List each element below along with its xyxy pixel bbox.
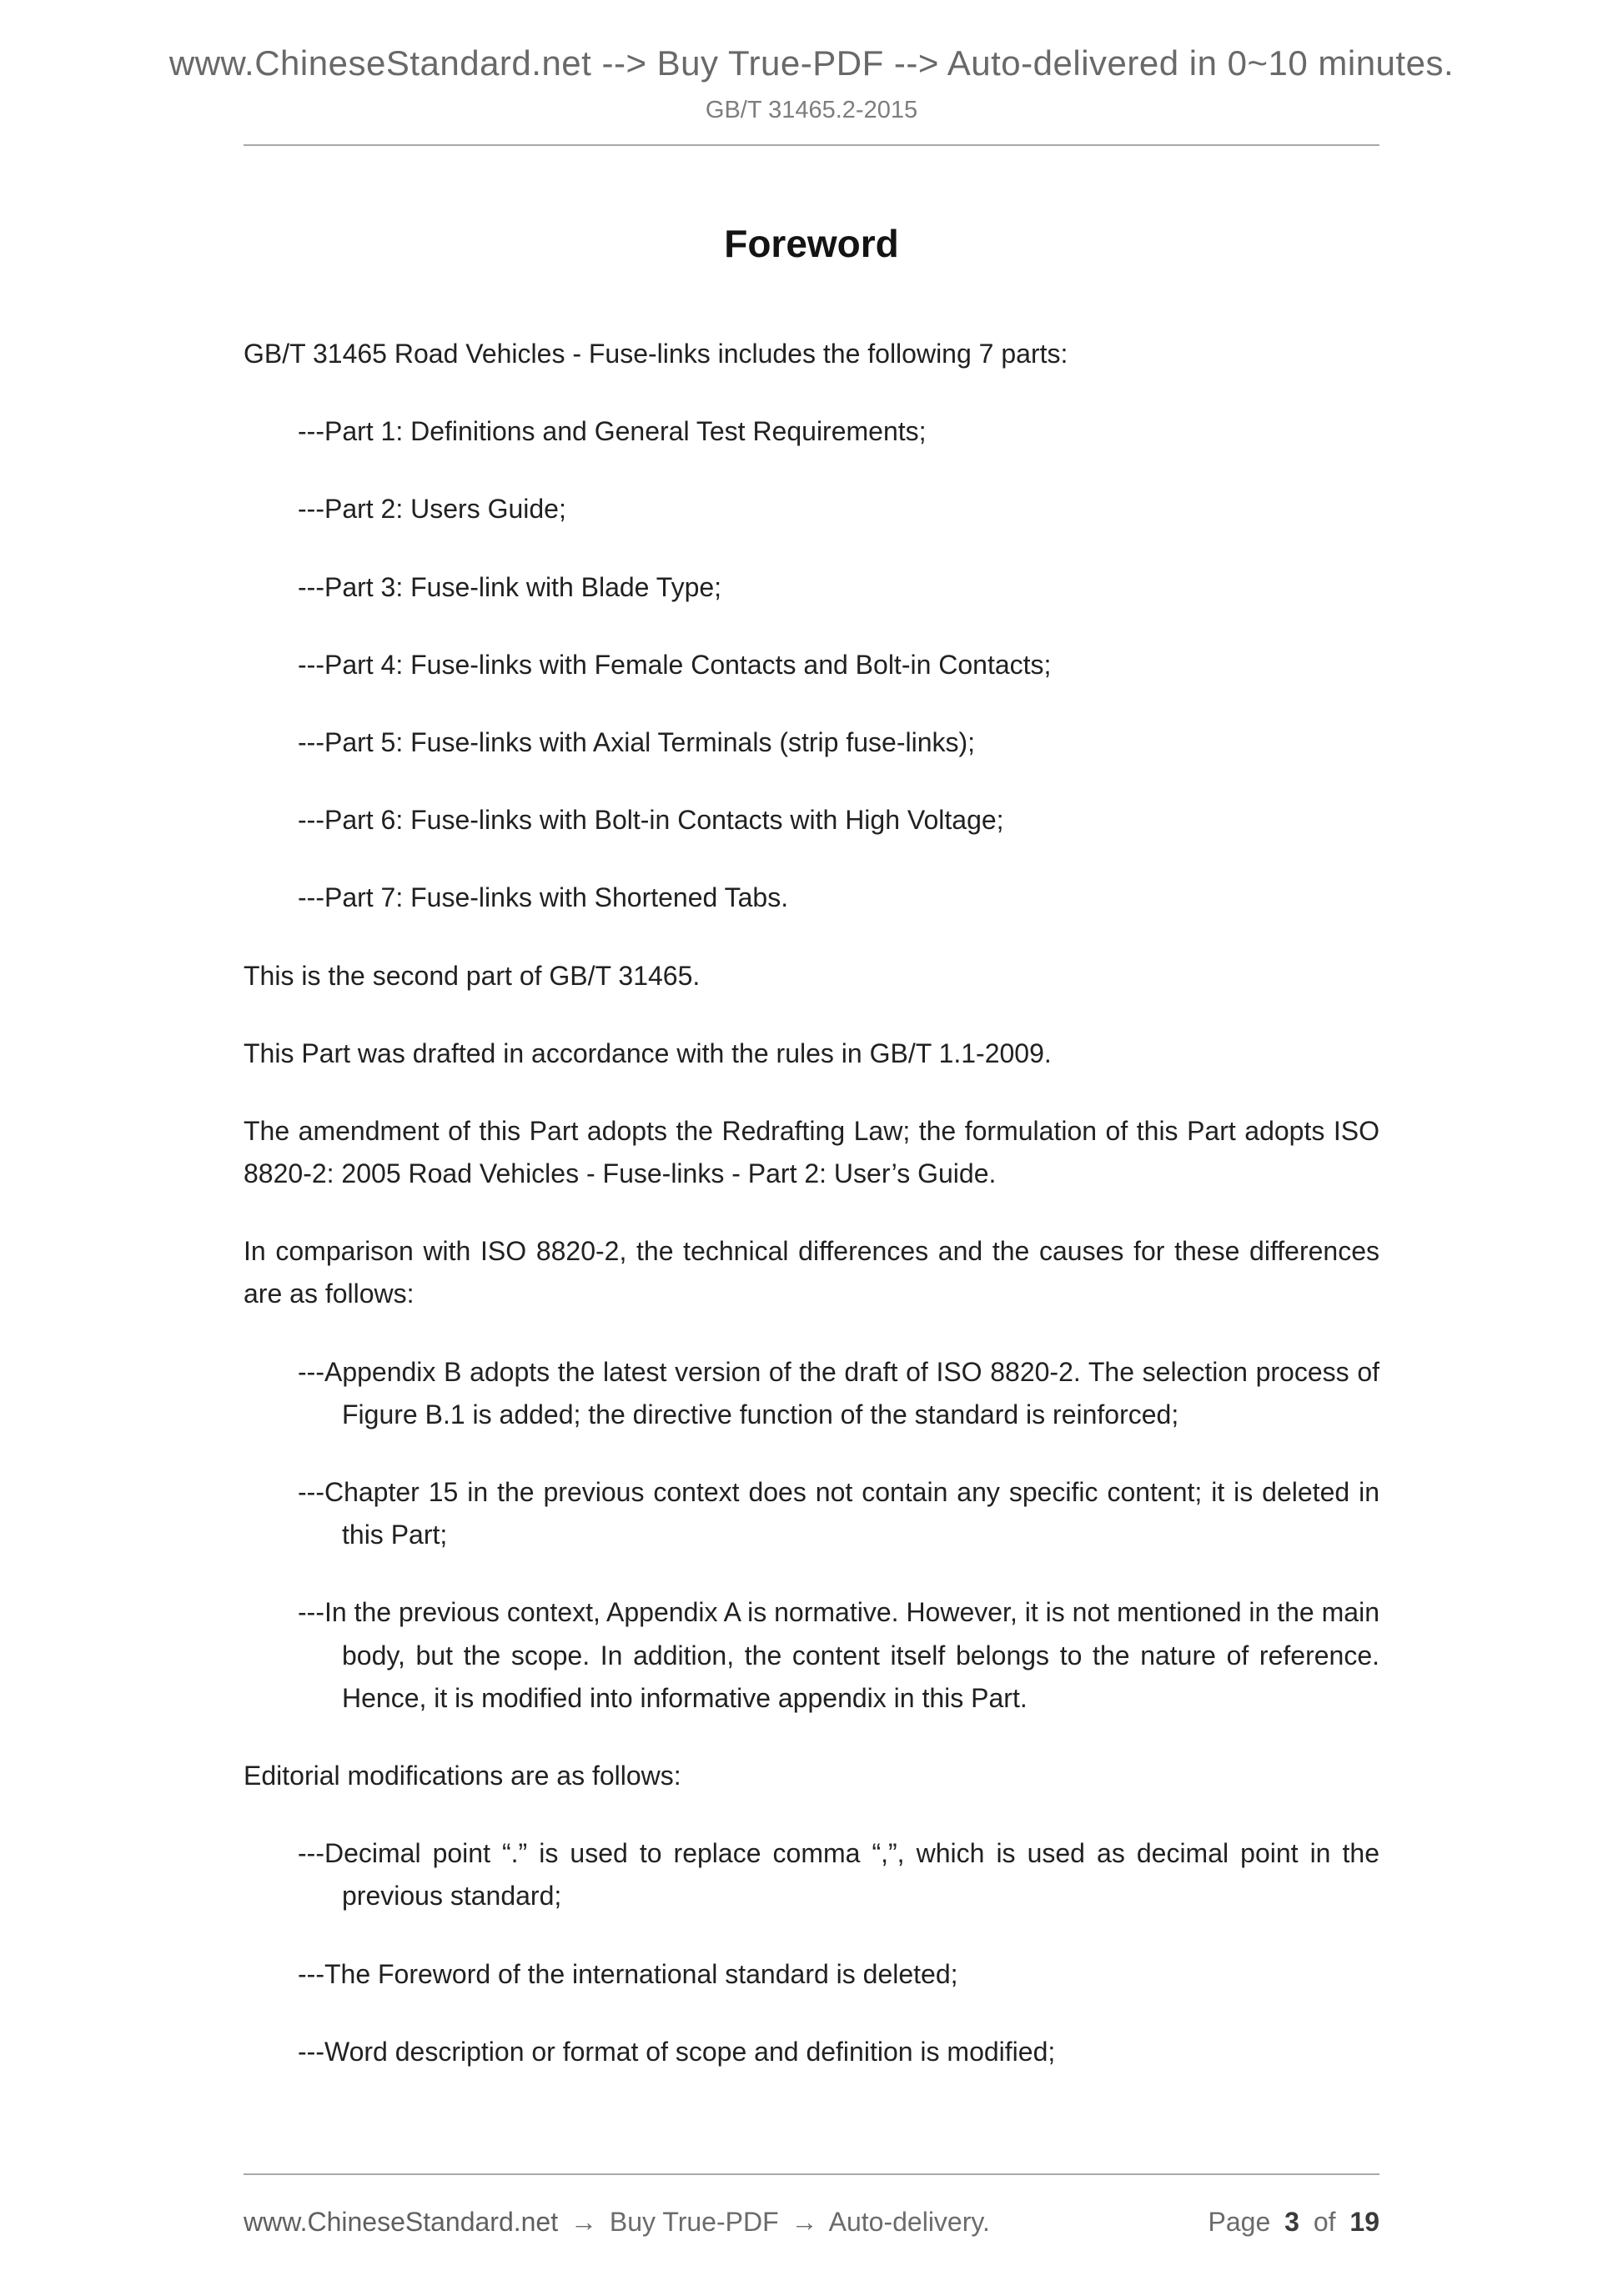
- page-label: Page: [1208, 2207, 1271, 2237]
- arrow-icon: →: [570, 2207, 597, 2237]
- list-item: ---Part 3: Fuse-link with Blade Type;: [298, 571, 722, 602]
- footer-delivery-text: Auto-delivery.: [828, 2207, 990, 2237]
- page-total: 19: [1349, 2207, 1379, 2237]
- paragraph: GB/T 31465 Road Vehicles - Fuse-links includes the following 7 parts:: [244, 339, 1068, 369]
- footer-buy-text: Buy True-PDF: [609, 2207, 779, 2237]
- header-banner: www.ChineseStandard.net --> Buy True-PDF --> Auto-delivered in 0~10 minutes.: [168, 43, 1455, 83]
- footer-site-link[interactable]: www.ChineseStandard.net: [244, 2207, 559, 2237]
- page-header: [0, 0, 1623, 146]
- footer-rule: [244, 2173, 1379, 2175]
- page-number: 3: [1284, 2207, 1299, 2237]
- paragraph: This is the second part of GB/T 31465.: [244, 960, 701, 991]
- doc-number: GB/T 31465.2-2015: [705, 97, 918, 123]
- list-item: ---In the previous context, Appendix A is normative. However, it is not mentioned in the main body, but the scope. In addition, the content itself belongs to the nature of reference. Hence, it is modified into informative appendix in this Part.: [298, 1597, 1379, 1713]
- list-item: ---Appendix B adopts the latest version of the draft of ISO 8820-2. The selection process of Figure B.1 is added; the directive function of the standard is reinforced;: [298, 1356, 1379, 1429]
- paragraph: In comparison with ISO 8820-2, the technical differences and the causes for these differences are as follows:: [244, 1236, 1379, 1309]
- page-indicator: [1202, 2207, 1379, 2238]
- page-footer: [0, 2173, 1623, 2296]
- list-item: ---Decimal point “.” is used to replace comma “,”, which is used as decimal point in the previous standard;: [298, 1838, 1379, 1912]
- footer-branding: [244, 2207, 990, 2238]
- list-item: ---Part 4: Fuse-links with Female Contacts and Bolt-in Contacts;: [298, 649, 1052, 680]
- paragraph: The amendment of this Part adopts the Redrafting Law; the formulation of this Part adopts ISO 8820-2: 2005 Road Vehicles - Fuse-links - Part 2: User’s Guide.: [244, 1115, 1379, 1189]
- header-rule: [244, 144, 1379, 146]
- paragraph: This Part was drafted in accordance with the rules in GB/T 1.1-2009.: [244, 1037, 1052, 1068]
- list-item: ---Word description or format of scope and definition is modified;: [298, 2036, 1056, 2067]
- page-title: Foreword: [724, 222, 899, 265]
- of-label: of: [1313, 2207, 1336, 2237]
- list-item: ---Chapter 15 in the previous context does not contain any specific content; it is deleted in this Part;: [298, 1477, 1379, 1550]
- document-body: [0, 333, 1623, 2073]
- list-item: ---Part 5: Fuse-links with Axial Terminals (strip fuse-links);: [298, 726, 976, 757]
- arrow-icon: →: [791, 2207, 818, 2237]
- paragraph: Editorial modifications are as follows:: [244, 1760, 681, 1791]
- list-item: ---Part 2: Users Guide;: [298, 494, 566, 525]
- list-item: ---Part 1: Definitions and General Test Requirements;: [298, 416, 927, 447]
- list-item: ---Part 7: Fuse-links with Shortened Tabs.: [298, 882, 789, 913]
- list-item: ---The Foreword of the international standard is deleted;: [298, 1958, 958, 1989]
- list-item: ---Part 6: Fuse-links with Bolt-in Contacts with High Voltage;: [298, 805, 1004, 836]
